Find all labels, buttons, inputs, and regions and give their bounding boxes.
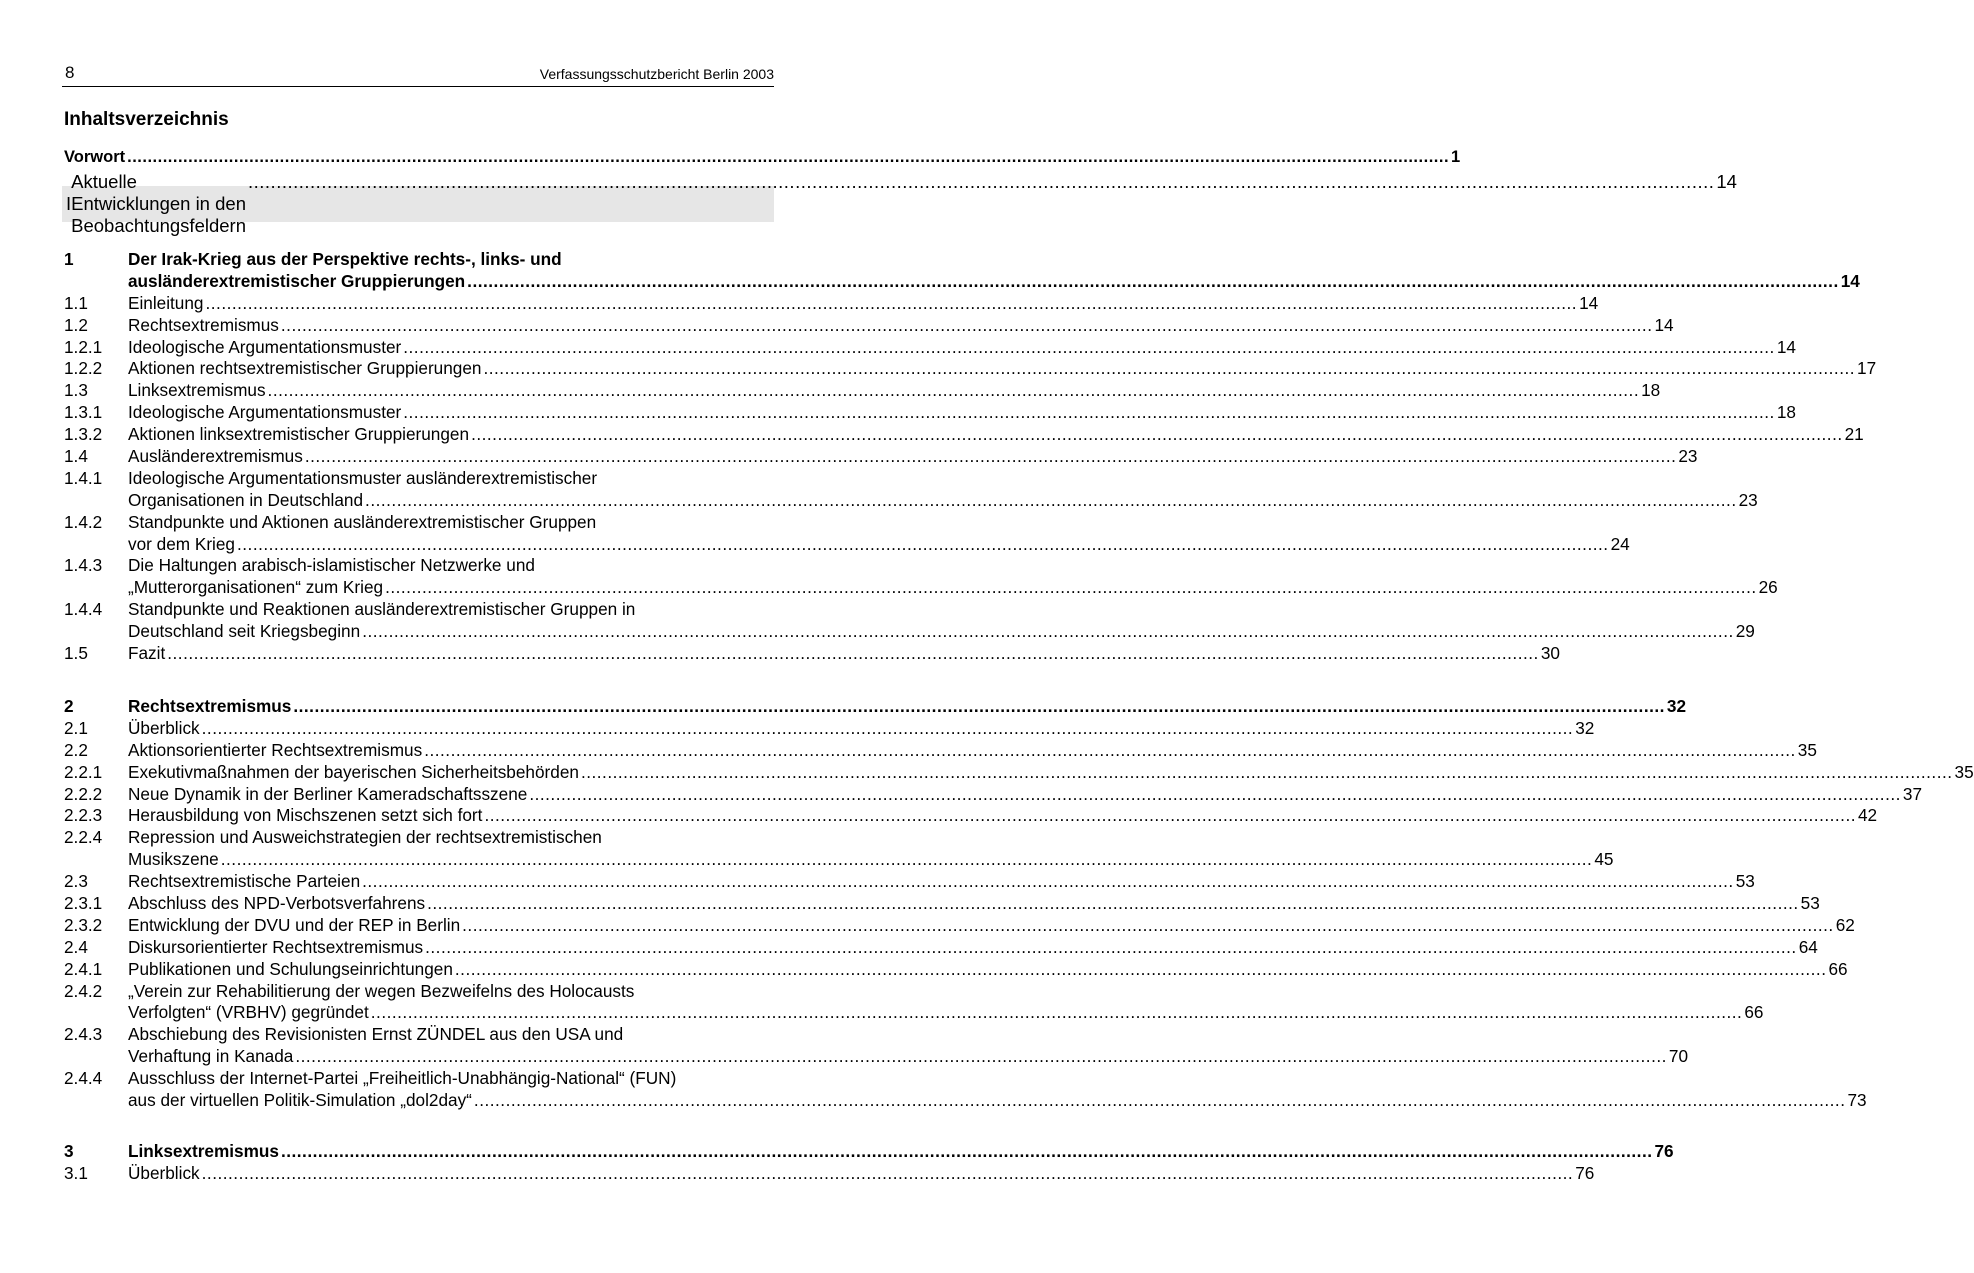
toc-entry[interactable]	[64, 424, 1864, 446]
toc-entry-text	[128, 380, 1660, 402]
toc-entry-page: 73	[1847, 1090, 1867, 1111]
toc-entry-title: Publikationen und Schulungseinrichtungen	[128, 958, 453, 979]
toc-entry-title: aus der virtuellen Politik-Simulation „dol2day“	[128, 1090, 472, 1111]
dot-leader	[365, 490, 1737, 512]
toc-entry-page: 17	[1857, 358, 1877, 379]
toc-entry-page: 37	[1902, 783, 1923, 804]
toc-entry[interactable]	[64, 1090, 1867, 1112]
toc-entry-title: Linksextremismus	[128, 1140, 279, 1161]
toc-entry-title: Überblick	[128, 717, 200, 738]
toc-entry[interactable]	[64, 1046, 1689, 1068]
toc-entry-title: „Verein zur Rehabilitierung der wegen Bezweifelns des Holocausts	[128, 980, 635, 1001]
dot-leader	[403, 337, 1775, 359]
toc-entry-title: Diskursorientierter Rechtsextremismus	[128, 936, 424, 957]
toc-entry-text	[128, 337, 1796, 359]
toc-entry-page: 64	[1798, 936, 1818, 957]
toc-entry-page: 29	[1735, 621, 1755, 642]
toc-entry-text	[128, 805, 1877, 827]
toc-entry-number: 3.1	[64, 1162, 88, 1183]
toc-entry[interactable]	[64, 914, 1855, 937]
toc-entry-title: Deutschland seit Kriegsbeginn	[128, 621, 361, 642]
toc-entry[interactable]	[64, 958, 1848, 981]
toc-entry-number: 2.2.1	[64, 761, 103, 782]
dot-leader	[167, 643, 1539, 665]
toc-entry-title: Herausbildung von Mischszenen setzt sich fort	[128, 805, 483, 826]
toc-entry-number: 2.1	[64, 717, 88, 738]
toc-entry[interactable]	[64, 577, 1778, 599]
toc-entry-text	[128, 718, 1594, 740]
dot-leader	[295, 1046, 1667, 1068]
toc-entry-title: Ausschluss der Internet-Partei „Freiheitlich-Unabhängig-National“ (FUN)	[128, 1068, 677, 1089]
toc-entry[interactable]	[64, 358, 1877, 380]
toc-entry-number: 1.2.2	[64, 358, 103, 379]
toc-entry-text	[128, 1141, 1674, 1163]
toc-entry[interactable]	[64, 981, 772, 1003]
toc-entry[interactable]	[64, 783, 1923, 806]
toc-entry[interactable]	[64, 533, 1630, 556]
dot-leader	[202, 1163, 1574, 1185]
toc-entry-title: Vorwort	[64, 148, 126, 166]
toc-entry[interactable]	[64, 849, 1614, 871]
page-number: 8	[65, 63, 75, 82]
toc-entry-text	[128, 271, 1860, 293]
toc-entry-page: 24	[1610, 533, 1630, 554]
toc-entry-text	[128, 871, 1755, 893]
dot-leader	[248, 171, 1714, 193]
toc-entry-text	[128, 1068, 772, 1090]
toc-entry-title: Fazit	[128, 643, 166, 664]
toc-entry-page: 1	[1451, 148, 1461, 166]
toc-entry-page: 35	[1797, 739, 1817, 760]
dot-leader	[202, 718, 1574, 740]
toc-entry-page: 14	[1840, 270, 1860, 291]
toc-entry-number: 2.2.4	[64, 827, 103, 848]
toc-entry-text	[128, 893, 1820, 915]
toc-entry-title: Einleitung	[128, 292, 204, 313]
toc-entry-page: 14	[1654, 314, 1674, 335]
toc-entry-number: 2.4.2	[64, 980, 103, 1001]
toc-entry[interactable]	[64, 380, 1661, 402]
toc-entry-text	[128, 740, 1817, 762]
toc-entry-number: 2.4.4	[64, 1068, 103, 1089]
dot-leader	[455, 959, 1827, 981]
toc-entry-page: 32	[1666, 695, 1687, 716]
toc-entry-text	[128, 555, 772, 577]
toc-entry-number: 2.4	[64, 936, 88, 957]
toc-entry-page: 21	[1844, 424, 1864, 445]
toc-entry-title: Neue Dynamik in der Berliner Kameradschaftsszene	[128, 783, 528, 804]
toc-entry[interactable]	[64, 599, 772, 621]
toc-entry-title: Abschluss des NPD-Verbotsverfahrens	[128, 893, 426, 913]
toc-entry-title: Ideologische Argumentationsmuster	[128, 402, 402, 423]
toc-entry-text	[128, 784, 1922, 806]
toc-entry[interactable]	[64, 739, 1817, 762]
toc-entry-page: 30	[1540, 643, 1560, 664]
toc-entry-title: Ideologische Argumentationsmuster ausländerextremistischer	[128, 467, 598, 488]
toc-entry-text	[128, 621, 1755, 643]
toc-entry-number: 1.4.1	[64, 467, 103, 488]
toc-entry-title: Ideologische Argumentationsmuster	[128, 336, 402, 357]
toc-entry-page: 53	[1800, 893, 1820, 913]
toc-entry-page: 26	[1758, 577, 1778, 598]
toc-part-banner[interactable]	[62, 171, 1737, 236]
toc-entry[interactable]	[64, 1162, 1595, 1185]
toc-entry-text	[128, 696, 1686, 718]
toc-entry-title: Musikszene	[128, 849, 219, 870]
dot-leader	[403, 402, 1775, 424]
toc-entry-text	[128, 358, 1876, 380]
toc-entry-number: 1.1	[64, 292, 88, 313]
toc-entry-number: 2.3.1	[64, 893, 103, 913]
dot-leader	[281, 315, 1653, 337]
toc-entry-number: 2.2	[64, 739, 88, 760]
toc-section-3	[64, 1140, 1674, 1185]
toc-entry-page: 66	[1744, 1002, 1764, 1023]
toc-entry-title: Ausländerextremismus	[128, 446, 303, 466]
dot-leader	[483, 358, 1855, 380]
page-header	[62, 60, 774, 87]
toc-entry-title: ausländerextremistischer Gruppierungen	[128, 270, 466, 291]
toc-entry[interactable]	[64, 468, 772, 490]
toc-entry-text	[128, 959, 1848, 981]
toc-entry[interactable]	[64, 292, 1599, 315]
toc-entry-page: 18	[1641, 380, 1661, 401]
dot-leader	[471, 424, 1843, 446]
toc-entry-title: Linksextremismus	[128, 380, 266, 401]
toc-entry-text	[128, 827, 772, 849]
toc-entry-text	[128, 1024, 772, 1046]
toc-entry-text	[128, 937, 1818, 959]
toc-entry-number: 2.2.2	[64, 783, 103, 804]
toc-entry-number: 2.4.1	[64, 958, 103, 979]
toc-entry-number: 1.4	[64, 446, 88, 466]
dot-leader	[462, 915, 1834, 937]
toc-entry-title: Verfolgten“ (VRBHV) gegründet	[128, 1002, 369, 1023]
toc-entry-text	[128, 643, 1560, 665]
toc-entry-text	[128, 446, 1698, 468]
toc-entry-number: 1.3.2	[64, 424, 103, 445]
toc-entry-number: 1	[64, 248, 74, 269]
toc-section-1	[64, 248, 1877, 665]
toc-entry-text	[128, 599, 772, 621]
toc-entry-text	[128, 1163, 1594, 1185]
dot-leader	[206, 293, 1578, 315]
toc-entry-page: 14	[1579, 292, 1599, 313]
toc-entry-text	[128, 534, 1630, 556]
dot-leader	[484, 805, 1856, 827]
dot-leader	[474, 1090, 1846, 1112]
toc-entry-title: vor dem Krieg	[128, 533, 235, 554]
toc-entry-text	[128, 315, 1674, 337]
part-number: I	[66, 193, 72, 214]
toc-entry[interactable]	[64, 827, 772, 849]
toc-entry-page: 66	[1828, 958, 1848, 979]
dot-leader	[362, 871, 1734, 893]
toc-entry[interactable]	[64, 893, 1820, 915]
toc-entry-text	[128, 762, 1974, 784]
toc-entry-title: Verhaftung in Kanada	[128, 1046, 294, 1067]
toc-entry-page: 23	[1678, 446, 1698, 466]
toc-entry[interactable]	[64, 936, 1818, 959]
toc-entry-page: 70	[1668, 1046, 1689, 1067]
toc-entry-page: 62	[1835, 914, 1855, 935]
dot-leader	[385, 577, 1757, 599]
toc-entry-page: 14	[1776, 336, 1796, 357]
toc-entry[interactable]	[64, 1024, 772, 1046]
dot-leader	[424, 740, 1796, 762]
dot-leader	[371, 1002, 1743, 1024]
toc-entry[interactable]	[64, 717, 1595, 740]
toc-entry-title: Rechtsextremismus	[128, 695, 292, 716]
toc-entry-title: Die Haltungen arabisch-islamistischer Netzwerke und	[128, 555, 535, 576]
toc-entry-number: 1.2	[64, 314, 88, 335]
toc-entry-number: 1.3	[64, 380, 88, 401]
toc-entry-number: 1.5	[64, 643, 88, 664]
toc-entry-text	[128, 1090, 1867, 1112]
toc-entry-text	[128, 1002, 1763, 1024]
toc-entry-page: 45	[1594, 849, 1614, 870]
toc-entry-number: 1.4.2	[64, 511, 103, 532]
toc-entry-title: Aktionen linksextremistischer Gruppierungen	[128, 424, 470, 445]
toc-entry-text	[128, 577, 1778, 599]
toc-entry-number: 2.2.3	[64, 805, 103, 826]
toc-entry-title: Repression und Ausweichstrategien der rechtsextremistischen	[128, 827, 602, 848]
toc-entry-title: „Mutterorganisationen“ zum Krieg	[128, 577, 384, 598]
dot-leader	[581, 762, 1953, 784]
dot-leader	[281, 1141, 1653, 1163]
toc-entry-text	[128, 424, 1864, 446]
toc-entry-title: Rechtsextremistische Parteien	[128, 871, 361, 892]
dot-leader	[221, 849, 1593, 871]
toc-entry-title: Standpunkte und Aktionen ausländerextremistischer Gruppen	[128, 511, 597, 532]
toc-entry-text	[128, 490, 1758, 512]
dot-leader	[362, 621, 1734, 643]
toc-entry-title: Der Irak-Krieg aus der Perspektive rechts-, links- und	[128, 248, 562, 269]
dot-leader	[305, 446, 1677, 468]
toc-section-2	[64, 695, 1974, 1112]
toc-entry-title: Rechtsextremismus	[128, 314, 279, 335]
toc-entry-number: 2.3	[64, 871, 88, 892]
toc-entry-text	[128, 293, 1598, 315]
toc-entry[interactable]	[64, 489, 1758, 512]
toc-entry[interactable]	[64, 314, 1674, 337]
part-title: Aktuelle Entwicklungen in den Beobachtungsfeldern	[71, 171, 246, 236]
toc-entry-page: 18	[1776, 402, 1796, 423]
toc-entry-text	[128, 849, 1613, 871]
dot-leader	[127, 148, 1449, 167]
dot-leader	[427, 893, 1799, 915]
toc-entry-text	[128, 512, 772, 534]
toc-entry-text	[128, 468, 772, 490]
toc-entry[interactable]	[64, 1002, 1764, 1024]
toc-entry-text	[128, 402, 1796, 424]
toc-entry[interactable]	[64, 805, 1878, 827]
toc-entry-text	[128, 1046, 1688, 1068]
toc-entry-number: 2	[64, 695, 74, 716]
toc-entry-title: Aktionen rechtsextremistischer Gruppierungen	[128, 358, 482, 379]
toc-entry-page: 23	[1738, 489, 1758, 510]
toc-entry-number: 1.4.4	[64, 599, 103, 620]
dot-leader	[425, 937, 1797, 959]
toc-entry-page: 32	[1575, 717, 1595, 738]
toc-entry[interactable]	[64, 336, 1796, 359]
toc-entry[interactable]	[64, 761, 1974, 784]
dot-leader	[268, 380, 1640, 402]
toc-entry-title: Abschiebung des Revisionisten Ernst ZÜNDEL aus den USA und	[128, 1024, 624, 1045]
toc-entry[interactable]	[64, 643, 1560, 665]
toc-entry-text	[128, 249, 772, 271]
toc-entry-number: 1.4.3	[64, 555, 103, 576]
toc-entry-page: 76	[1575, 1162, 1595, 1183]
toc-entry-page: 76	[1654, 1140, 1674, 1161]
toc-entry[interactable]	[64, 512, 772, 534]
toc-entry-vorwort[interactable]	[64, 145, 1461, 167]
toc-entry[interactable]	[64, 270, 1860, 293]
toc-entry-title: Aktionsorientierter Rechtsextremismus	[128, 739, 423, 760]
toc-entry-number: 1.2.1	[64, 336, 103, 357]
toc-entry-page: 42	[1858, 805, 1878, 826]
toc-entry[interactable]	[64, 446, 1698, 468]
dot-leader	[529, 784, 1901, 806]
toc-entry-title: Entwicklung der DVU und der REP in Berlin	[128, 914, 461, 935]
part-page: 14	[1716, 171, 1737, 192]
dot-leader	[293, 696, 1665, 718]
toc-entry[interactable]	[64, 249, 772, 271]
toc-entry-number: 2.4.3	[64, 1024, 103, 1045]
toc-entry-number: 3	[64, 1140, 74, 1161]
dot-leader	[467, 271, 1839, 293]
toc-entry-page: 53	[1735, 871, 1755, 892]
toc-entry[interactable]	[64, 402, 1796, 424]
toc-entry[interactable]	[64, 1068, 772, 1090]
toc-entry[interactable]	[64, 1140, 1674, 1163]
toc-entry[interactable]	[64, 621, 1755, 643]
dot-leader	[237, 534, 1609, 556]
toc-entry-title: Organisationen in Deutschland	[128, 489, 364, 510]
toc-entry-page: 35	[1954, 761, 1974, 782]
toc-entry-title: Standpunkte und Reaktionen ausländerextremistischer Gruppen in	[128, 599, 636, 620]
toc-entry[interactable]	[64, 871, 1755, 893]
toc-entry-text	[128, 981, 772, 1003]
toc-entry-title: Exekutivmaßnahmen der bayerischen Sicherheitsbehörden	[128, 761, 579, 782]
toc-heading: Inhaltsverzeichnis	[64, 109, 229, 130]
toc-entry-number: 2.3.2	[64, 914, 103, 935]
toc-entry-title: Überblick	[128, 1162, 200, 1183]
toc-entry[interactable]	[64, 555, 772, 577]
toc-entry-text	[128, 915, 1855, 937]
document-title: Verfassungsschutzbericht Berlin 2003	[539, 66, 774, 82]
toc-entry[interactable]	[64, 695, 1687, 718]
toc-entry-number: 1.3.1	[64, 402, 103, 423]
